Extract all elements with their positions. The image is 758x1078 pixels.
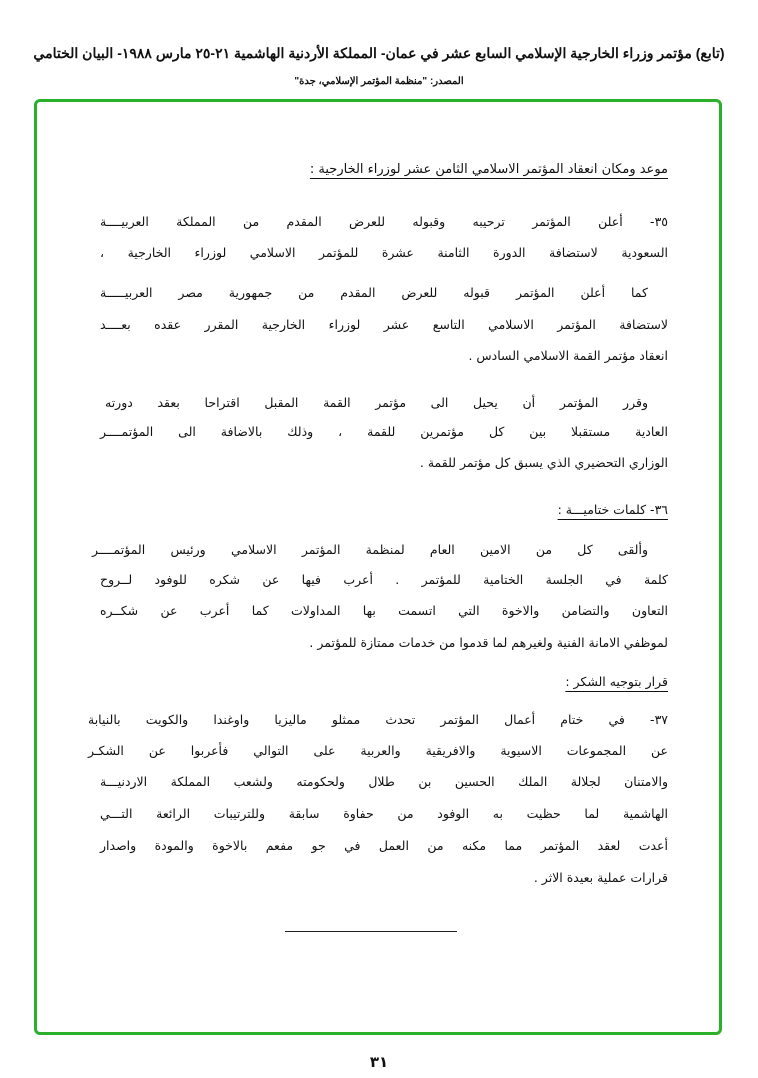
section-heading-thanks: قرار بتوجيه الشكر : bbox=[565, 674, 668, 689]
paragraph-line: ٣٥- أعلن المؤتمر ترحيبه وقبوله للعرض المقدم من المملكة العربيــــة bbox=[100, 214, 668, 229]
paragraph-line: وقرر المؤتمر أن يحيل الى مؤتمر القمة المقبل اقتراحا بعقد دورته bbox=[105, 395, 648, 410]
paragraph-line: الهاشمية لما حظيت به الوفود من حفاوة سابقة وللترتيبات الرائعة التـــي bbox=[100, 806, 668, 821]
paragraph-line: لموظفي الامانة الفنية ولغيرهم لما قدموا من خدمات ممتازة للمؤتمر . bbox=[309, 635, 668, 650]
paragraph-line: كلمة في الجلسة الختامية للمؤتمر . أعرب فيها عن شكره للوفود لــروح bbox=[100, 572, 668, 587]
paragraph-line: السعودية لاستضافة الدورة الثامنة عشرة للمؤتمر الاسلامي لوزراء الخارجية ، bbox=[100, 245, 668, 260]
document-source: المصدر: "منظمة المؤتمر الإسلامي، جدة" bbox=[294, 76, 464, 87]
paragraph-line: لاستضافة المؤتمر الاسلامي التاسع عشر لوزراء الخارجية المقرر عقده بعــــد bbox=[100, 317, 668, 332]
paragraph-line: كما أعلن المؤتمر قبوله للعرض المقدم من جمهورية مصر العربيـــــة bbox=[100, 285, 648, 300]
page-number: ٣١ bbox=[369, 1053, 389, 1071]
paragraph-line: ٣٧- في ختام أعمال المؤتمر تحدث ممثلو ماليزيا واوغندا والكويت بالنيابة bbox=[88, 712, 668, 727]
paragraph-line: التعاون والتضامن والاخوة التي اتسمت بها المداولات كما أعرب عن شكــره bbox=[100, 603, 668, 618]
paragraph-line: الوزاري التحضيري الذي يسبق كل مؤتمر للقمة . bbox=[419, 455, 668, 470]
paragraph-line: العادية مستقبلا بين كل مؤتمرين للقمة ، وذلك بالاضافة الى المؤتمــــر bbox=[100, 424, 668, 439]
end-rule bbox=[285, 931, 457, 932]
paragraph-line: أعدت لعقد المؤتمر مما مكنه من العمل في جو مفعم بالاخوة والمودة واصدار bbox=[100, 838, 668, 853]
page-frame bbox=[34, 99, 722, 1035]
paragraph-line: وألقى كل من الامين العام لمنظمة المؤتمر الاسلامي ورئيس المؤتمــــر bbox=[92, 542, 648, 557]
paragraph-line: انعقاد مؤتمر القمة الاسلامي السادس . bbox=[468, 348, 668, 363]
section-heading-venue: موعد ومكان انعقاد المؤتمر الاسلامي الثامن عشر لوزراء الخارجية : bbox=[309, 162, 668, 177]
document-title: (تابع) مؤتمر وزراء الخارجية الإسلامي السابع عشر في عمان- المملكة الأردنية الهاشمية ٢١-٢٥ مارس ١٩٨٨- البيان الختامي bbox=[33, 45, 725, 61]
paragraph-line: قرارات عملية بعيدة الاثر . bbox=[533, 870, 668, 885]
section-heading-closing-words: ٣٦- كلمات ختاميـــة : bbox=[557, 502, 668, 517]
paragraph-line: عن المجموعات الاسيوية والافريقية والعربية على التوالي فأعربوا عن الشكـر bbox=[88, 743, 668, 758]
paragraph-line: والامتنان لجلالة الملك الحسين بن طلال ولحكومته ولشعب المملكة الاردنيـــة bbox=[100, 774, 668, 789]
